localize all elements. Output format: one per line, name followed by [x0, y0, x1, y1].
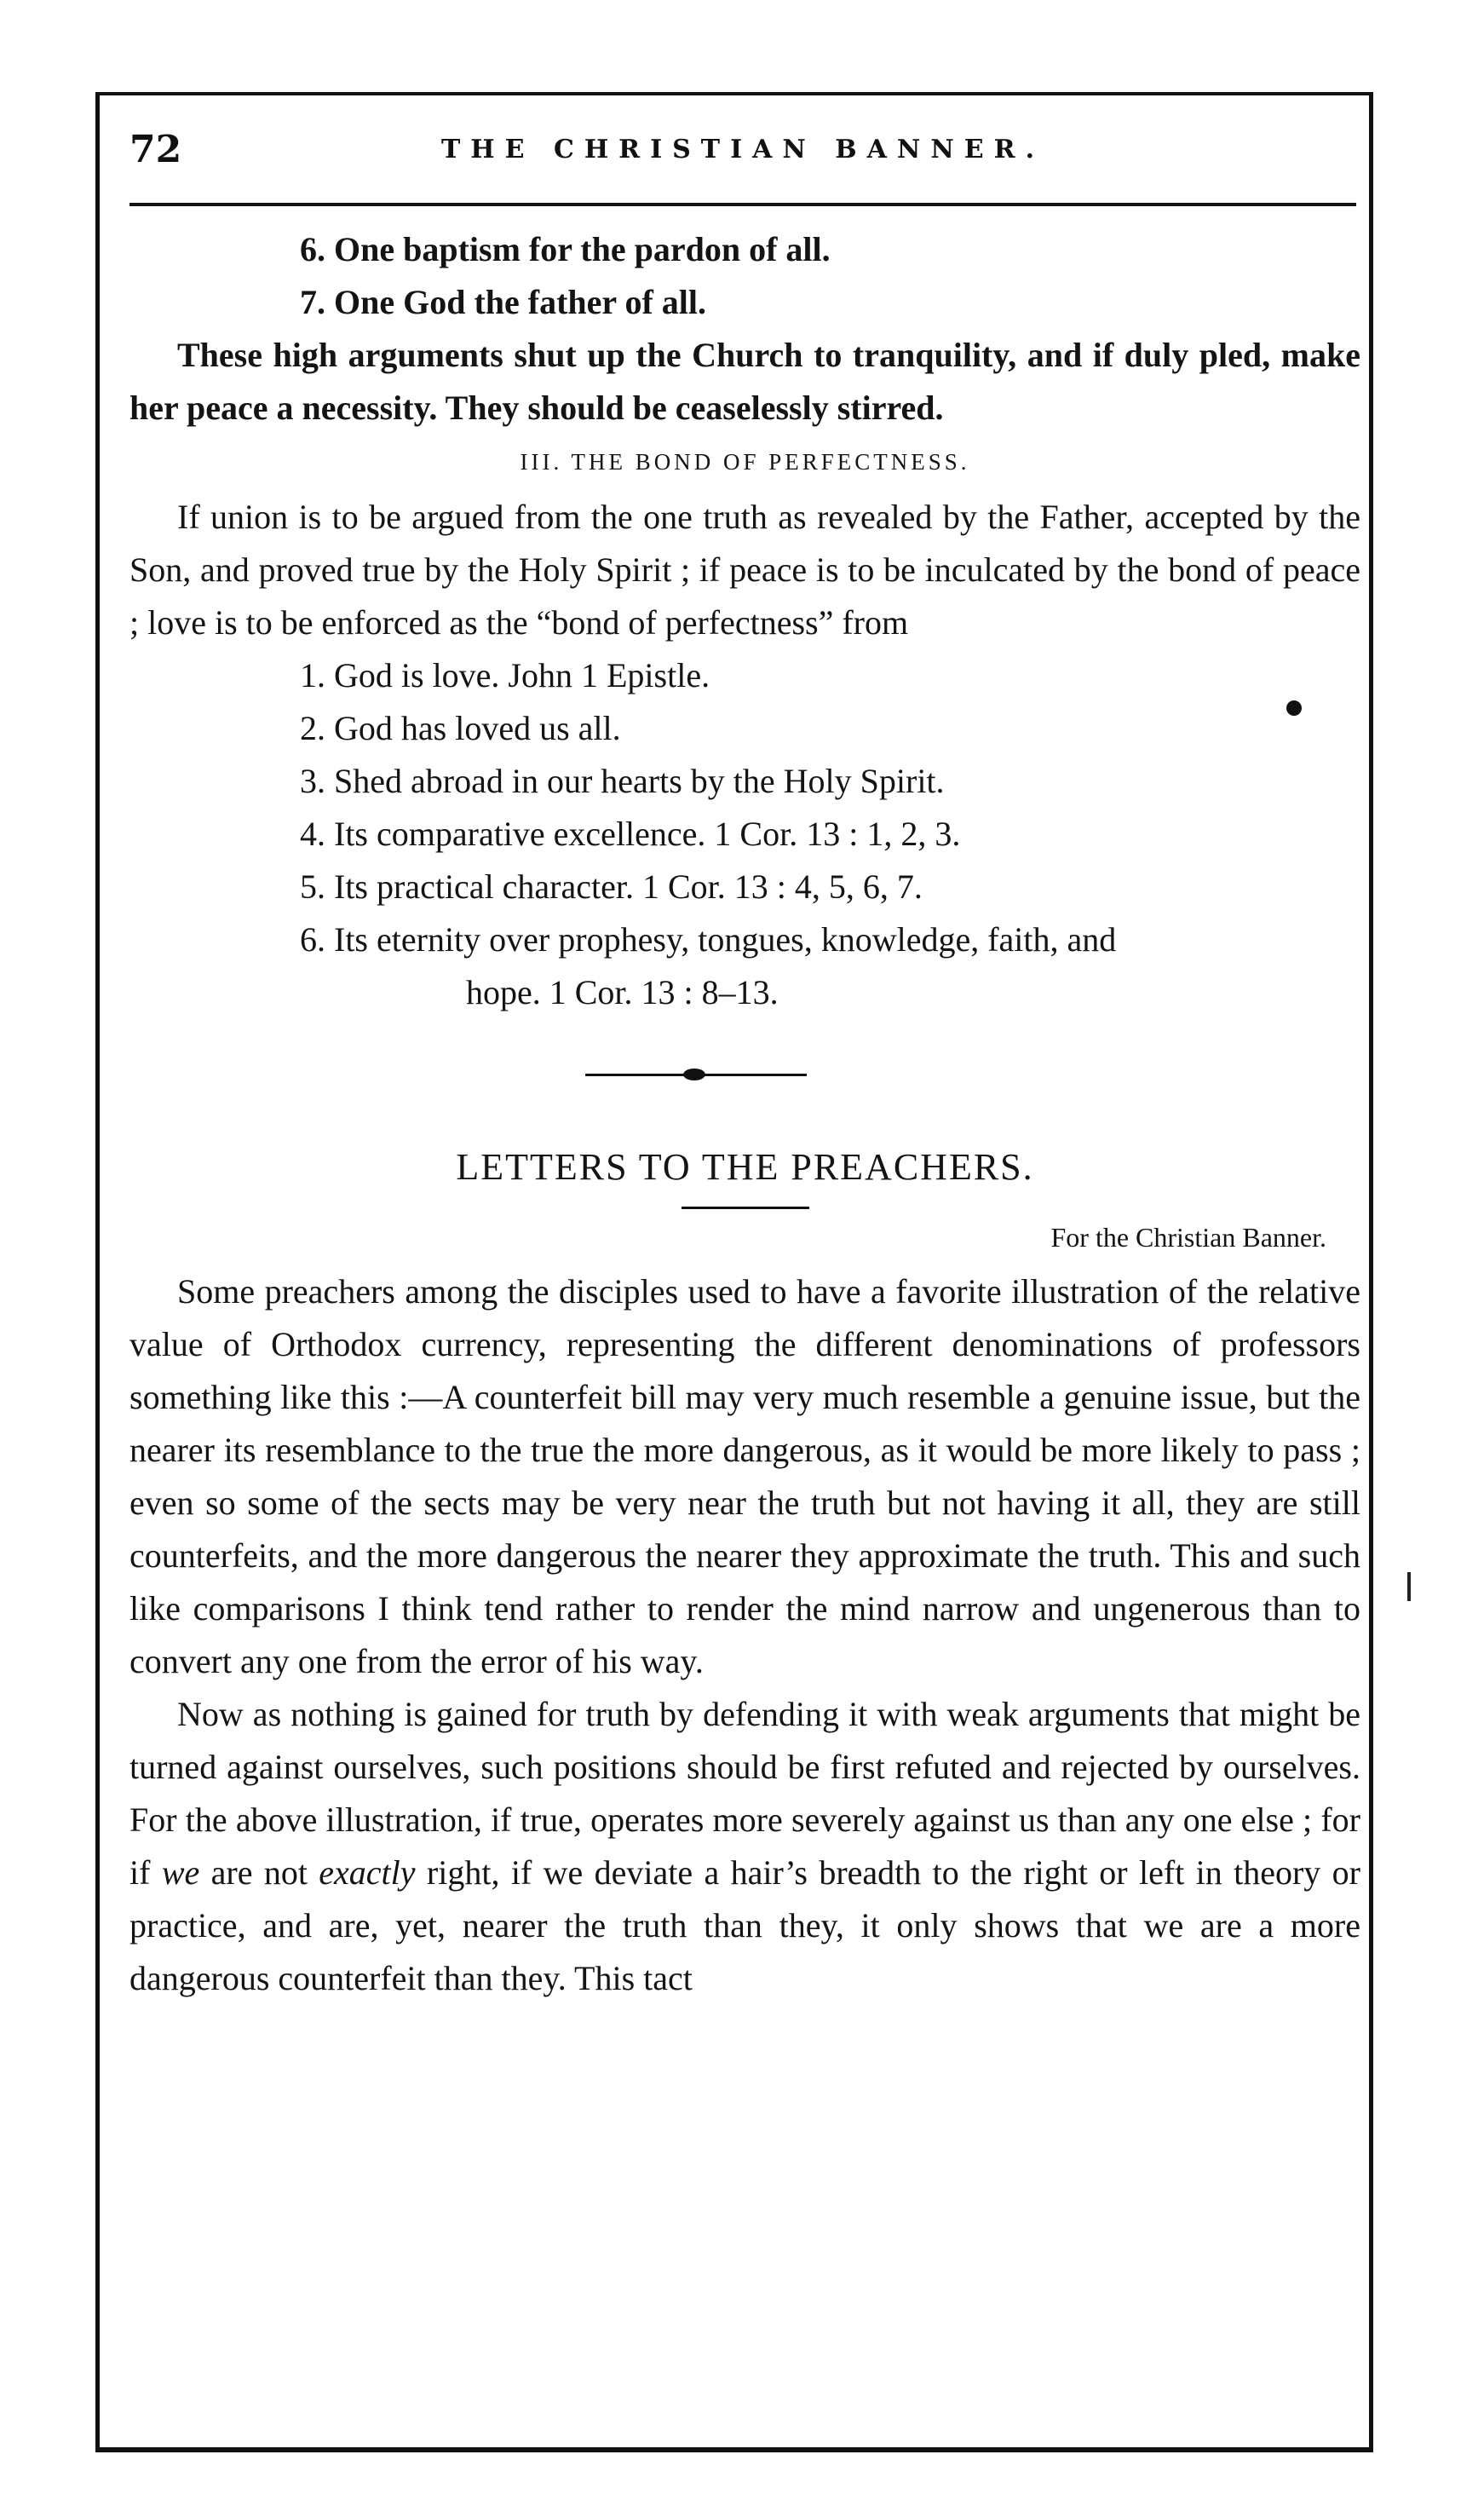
list-item: 2. God has loved us all. — [300, 709, 621, 747]
title-rule — [682, 1207, 809, 1209]
article-credit: For the Christian Banner. — [1050, 1222, 1326, 1253]
page-header — [129, 128, 1356, 187]
section-heading: III. THE BOND OF PERFECTNESS. — [520, 449, 970, 475]
list-item: 6. One baptism for the pardon of all. — [300, 230, 831, 268]
list-item: 4. Its comparative excellence. 1 Cor. 13 : 1, 2, 3. — [300, 815, 961, 853]
emphasis: exactly — [319, 1853, 416, 1892]
text-run: Now as nothing is gained for truth by defending it with weak arguments that might be turned against ourselves, such positions should be first refuted and rejected by ourselves. For the above illustration, if true, operates more severely against us than any one else ; for if — [129, 1695, 1360, 1892]
text-run: are not — [199, 1853, 319, 1892]
emphasis: we — [161, 1853, 200, 1892]
unity-list — [129, 223, 1360, 329]
divider-ornament — [683, 1069, 705, 1080]
list-item: 7. One God the father of all. — [300, 283, 707, 321]
list-item: 6. Its eternity over prophesy, tongues, knowledge, faith, and — [300, 920, 1117, 959]
stray-ink-mark — [1407, 1572, 1411, 1601]
page-number: 72 — [129, 128, 182, 171]
header-rule — [129, 203, 1356, 206]
paragraph: If union is to be argued from the one truth as revealed by the Father, accepted by the Son, and proved true by the Holy Spirit ; if peace is to be inculcated by the bond of peace ; love is to be enforced as the “bond of perfectness” from — [129, 498, 1360, 642]
love-list — [129, 649, 1360, 1019]
page-body — [129, 223, 1360, 2005]
running-title: THE CHRISTIAN BANNER. — [440, 135, 1045, 164]
paragraph — [129, 1688, 1360, 2005]
list-item: 5. Its practical character. 1 Cor. 13 : 4, 5, 6, 7. — [300, 867, 923, 906]
list-item: 1. God is love. John 1 Epistle. — [300, 656, 710, 694]
paragraph: Some preachers among the disciples used to have a favorite illustration of the relative value of Orthodox currency, representing the different denominations of professors something like this :—A counterfeit bill may very much resemble a genuine issue, but the nearer its resemblance to the true the more dangerous, as it would be more likely to pass ; even so some of the sects may be very near the truth but not having it all, they are still counterfeits, and the more dangerous the nearer they approximate the truth. This and such like comparisons I think tend rather to render the mind narrow and ungenerous than to convert any one from the error of his way. — [129, 1272, 1360, 1680]
stray-ink-dot — [1286, 700, 1302, 716]
list-item: 3. Shed abroad in our hearts by the Holy Spirit. — [300, 762, 945, 800]
paragraph: These high arguments shut up the Church to tranquility, and if duly pled, make her peace a necessity. They should be ceaselessly stirred. — [129, 336, 1360, 427]
text-run: right, if we deviate a hair’s breadth to the right or left in theory or practice, and are, yet, nearer the truth than they, it only shows that we are a more dangerous counterfeit than they. This tact — [129, 1853, 1360, 1997]
section-divider — [129, 1034, 1360, 1111]
article-title: LETTERS TO THE PREACHERS. — [456, 1146, 1034, 1188]
list-item-continuation: hope. 1 Cor. 13 : 8–13. — [466, 973, 779, 1011]
